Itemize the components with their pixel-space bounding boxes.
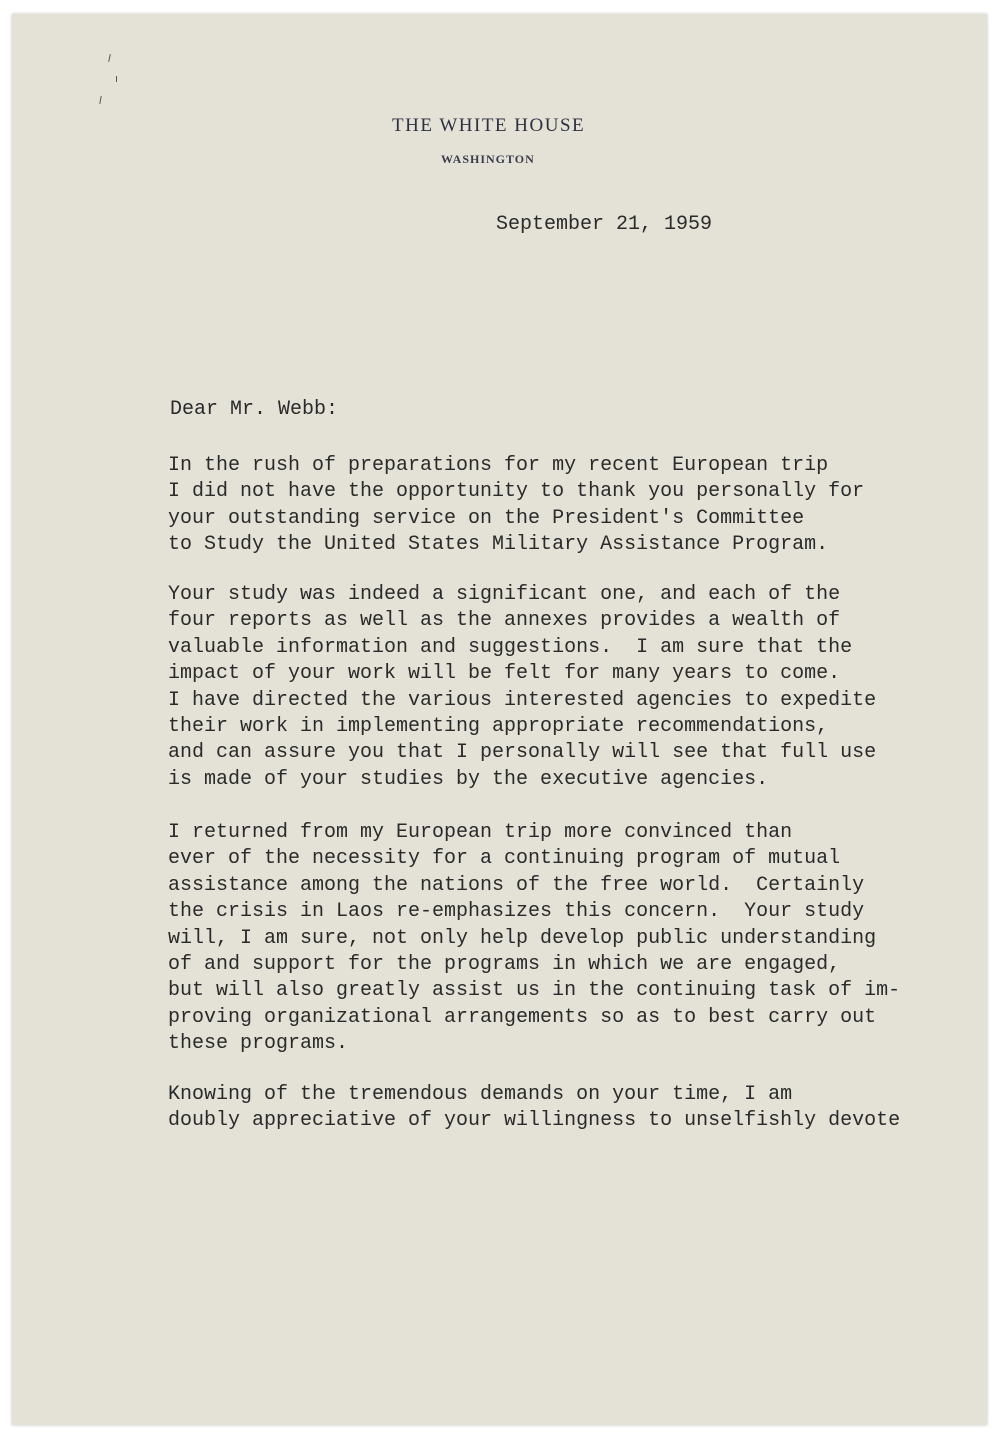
text-line: Your study was indeed a significant one, and each of the (168, 583, 841, 606)
text-line: I did not have the opportunity to thank you personally for (168, 480, 865, 504)
text-line: I returned from my European trip more convinced than (168, 821, 793, 844)
text-line: and can assure you that I personally will see that full use (168, 741, 877, 765)
text-line: their work in implementing appropriate recommendations, (168, 714, 829, 738)
text-line: is made of your studies by the executive agencies. (168, 767, 769, 791)
text-line: I have directed the various interested agencies to expedite (168, 688, 877, 712)
text-line: of and support for the programs in which we are engaged, (168, 952, 841, 976)
text-line: impact of your work will be felt for many years to come. (168, 662, 841, 686)
text-line: will, I am sure, not only help develop public understanding (168, 926, 877, 950)
text-line: to Study the United States Military Assistance Program. (168, 533, 829, 557)
pencil-mark (99, 96, 101, 104)
text-line: but will also greatly assist us in the continuing task of im- (168, 979, 901, 1003)
paragraph-1 (168, 456, 864, 562)
paragraph-4 (168, 1085, 900, 1138)
text-line: Knowing of the tremendous demands on your time, I am (168, 1083, 793, 1106)
paragraph-3 (168, 823, 900, 1061)
letterhead-location: WASHINGTON (441, 152, 535, 166)
text-line: these programs. (168, 1032, 349, 1056)
letterhead-title: THE WHITE HOUSE (392, 115, 586, 136)
text-line: the crisis in Laos re-emphasizes this concern. Your study (168, 900, 865, 924)
text-line: assistance among the nations of the free world. Certainly (168, 873, 865, 897)
pencil-mark (116, 76, 117, 82)
text-line: your outstanding service on the President's Committee (168, 506, 805, 530)
pencil-mark (108, 54, 111, 62)
paragraph-2 (168, 585, 876, 796)
text-line: valuable information and suggestions. I am sure that the (168, 635, 853, 659)
text-line: proving organizational arrangements so as to best carry out (168, 1005, 877, 1029)
salutation: Dear Mr. Webb: (170, 398, 339, 421)
text-line: doubly appreciative of your willingness to unselfishly devote (168, 1109, 901, 1133)
text-line: four reports as well as the annexes provides a wealth of (168, 609, 841, 633)
letter-date: September 21, 1959 (496, 213, 713, 236)
text-line: In the rush of preparations for my recent European trip (168, 454, 829, 477)
text-line: ever of the necessity for a continuing program of mutual (168, 847, 841, 871)
